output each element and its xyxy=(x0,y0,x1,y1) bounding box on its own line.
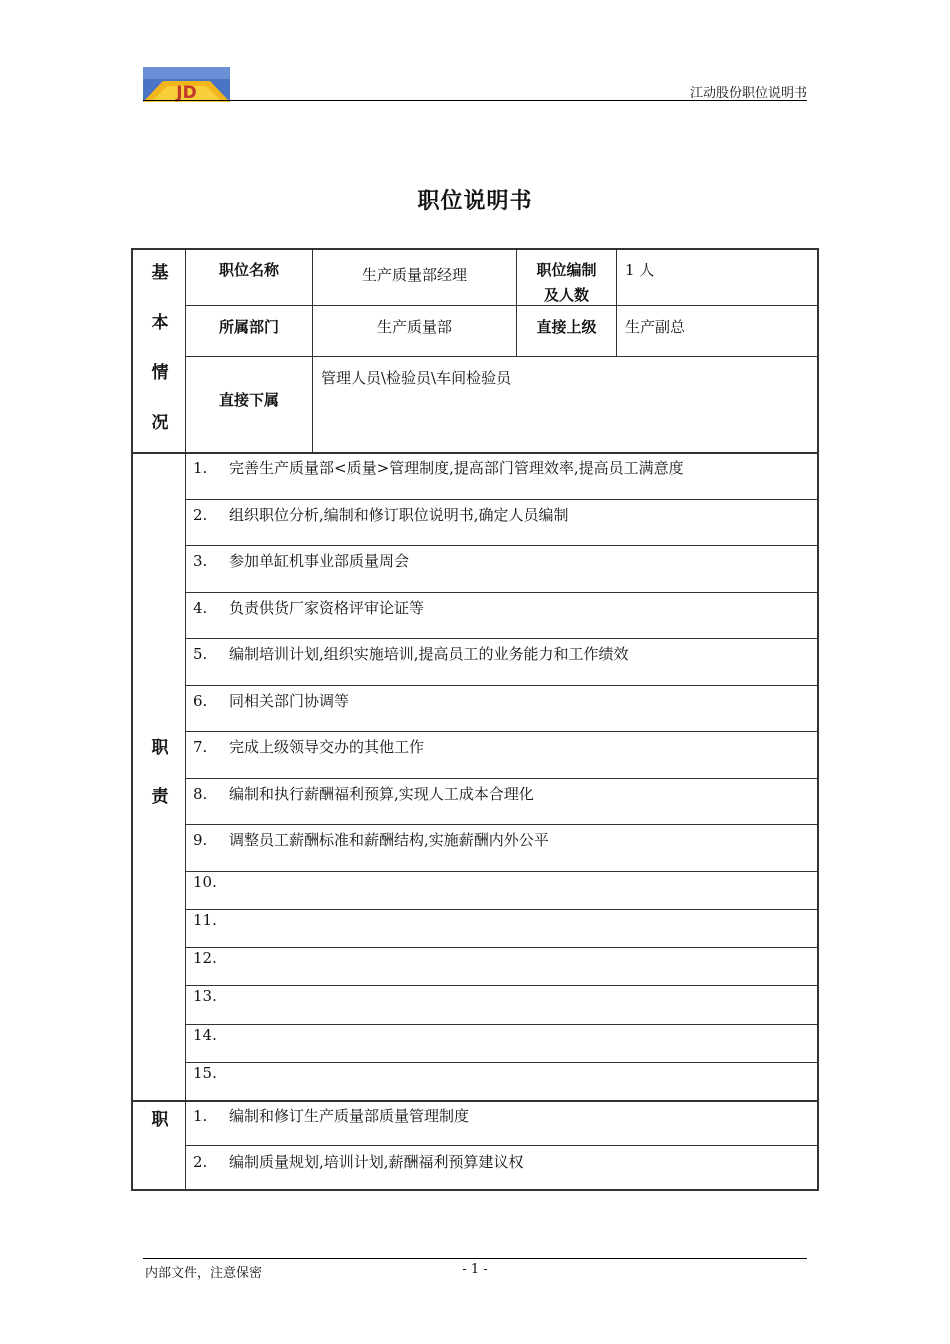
duty-number: 6. xyxy=(193,691,208,710)
section-char: 责 xyxy=(151,787,169,807)
superior-label: 直接上级 xyxy=(536,318,597,336)
duty-item xyxy=(193,949,229,967)
section-char: 职 xyxy=(151,1110,169,1130)
row-divider xyxy=(185,1145,817,1146)
duty-number: 4. xyxy=(193,598,208,617)
row-divider xyxy=(185,985,817,986)
superior-value: 生产副总 xyxy=(625,318,686,336)
header-rule xyxy=(143,100,807,101)
row-divider xyxy=(185,731,817,732)
duty-item xyxy=(193,550,409,571)
header-doc-title: 江动股份职位说明书 xyxy=(689,86,807,101)
row-divider xyxy=(185,1062,817,1063)
row-divider xyxy=(185,778,817,779)
power-text: 编制和修订生产质量部质量管理制度 xyxy=(229,1107,470,1125)
page-number: - 1 - xyxy=(462,1262,488,1277)
duty-number: 14. xyxy=(193,1025,217,1044)
duty-text: 编制和执行薪酬福利预算,实现人工成本合理化 xyxy=(229,784,534,803)
duty-item xyxy=(193,911,229,929)
row-divider xyxy=(185,499,817,500)
duty-text: 参加单缸机事业部质量周会 xyxy=(229,552,410,570)
duty-text: 组织职位分析,编制和修订职位说明书,确定人员编制 xyxy=(229,505,569,524)
section-char: 职 xyxy=(151,738,169,758)
duty-number: 5. xyxy=(193,645,208,663)
section-char: 本 xyxy=(151,313,169,333)
row-divider xyxy=(185,592,817,593)
duty-number: 2. xyxy=(193,505,208,524)
duty-text: 负责供货厂家资格评审论证等 xyxy=(229,598,425,617)
svg-text:JD: JD xyxy=(176,83,197,102)
subordinates-label: 直接下属 xyxy=(218,391,279,409)
duty-number: 7. xyxy=(193,738,208,756)
duty-text: 调整员工薪酬标准和薪酬结构,实施薪酬内外公平 xyxy=(229,831,549,849)
duty-item xyxy=(193,457,684,478)
department-value: 生产质量部 xyxy=(376,318,452,336)
power-item xyxy=(193,1151,524,1172)
duty-number: 3. xyxy=(193,552,208,570)
duty-item xyxy=(193,873,229,891)
duty-item xyxy=(193,1026,229,1044)
duty-item xyxy=(193,1064,229,1082)
page-title: 职位说明书 xyxy=(417,189,533,214)
power-number: 2. xyxy=(193,1153,208,1171)
headcount-value: 1 人 xyxy=(625,261,655,279)
duty-item xyxy=(193,829,549,850)
footer-confidential: 内部文件，注意保密 xyxy=(145,1266,263,1281)
label2-column-divider xyxy=(616,250,617,356)
position-name-value: 生产质量部经理 xyxy=(361,266,467,284)
subordinates-value: 管理人员\检验员\车间检验员 xyxy=(321,369,512,387)
duty-text: 编制培训计划,组织实施培训,提高员工的业务能力和工作绩效 xyxy=(229,645,629,663)
duty-item xyxy=(193,643,629,664)
row-divider xyxy=(185,824,817,825)
duty-number: 15. xyxy=(193,1064,217,1082)
row-divider xyxy=(185,638,817,639)
section-divider xyxy=(133,452,817,454)
row-divider xyxy=(185,947,817,948)
footer-rule xyxy=(143,1258,807,1259)
row-divider xyxy=(185,871,817,872)
power-item xyxy=(193,1105,469,1126)
headcount-label: 职位编制 xyxy=(536,261,597,279)
duty-item xyxy=(193,783,534,804)
duty-number: 1. xyxy=(193,459,208,477)
duty-item xyxy=(193,690,349,711)
duty-number: 12. xyxy=(193,949,217,968)
position-name-label: 职位名称 xyxy=(218,261,279,279)
duty-number: 13. xyxy=(193,987,217,1006)
row-divider xyxy=(185,909,817,910)
duty-number: 11. xyxy=(193,910,217,929)
duty-text: 同相关部门协调等 xyxy=(229,691,350,710)
power-number: 1. xyxy=(193,1107,208,1125)
headcount-label-line2: 及人数 xyxy=(543,286,589,304)
section-char: 基 xyxy=(151,263,169,283)
section-divider xyxy=(133,1100,817,1102)
row-divider xyxy=(185,356,817,357)
row-divider xyxy=(185,305,817,306)
duty-item xyxy=(193,597,424,618)
duty-number: 9. xyxy=(193,831,208,849)
duty-item xyxy=(193,987,229,1005)
department-label: 所属部门 xyxy=(218,318,279,336)
duty-number: 10. xyxy=(193,872,217,891)
row-divider xyxy=(185,545,817,546)
section-char: 情 xyxy=(151,363,169,383)
row-divider xyxy=(185,685,817,686)
duty-text: 完善生产质量部<质量>管理制度,提高部门管理效率,提高员工满意度 xyxy=(229,459,684,477)
company-logo xyxy=(143,67,230,102)
duty-item xyxy=(193,504,569,525)
row-divider xyxy=(185,1024,817,1025)
duty-item xyxy=(193,736,424,757)
section-char: 况 xyxy=(151,413,169,433)
duty-text: 完成上级领导交办的其他工作 xyxy=(229,738,425,756)
power-text: 编制质量规划,培训计划,薪酬福利预算建议权 xyxy=(229,1153,524,1171)
duty-number: 8. xyxy=(193,784,208,803)
